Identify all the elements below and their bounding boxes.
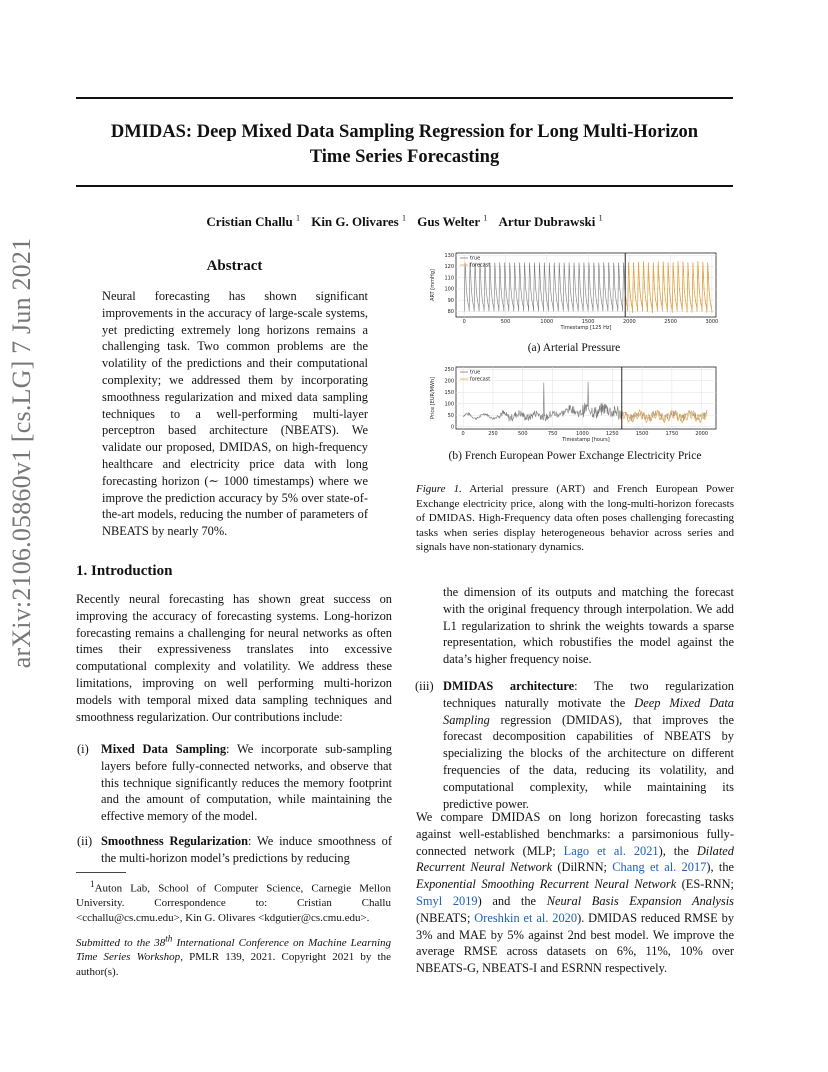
x-tick-label: 2500: [664, 319, 677, 325]
list-item-3: (iii) DMIDAS architecture: The two regularization techniques naturally motivate the Deep Mixed Data Sampling regression (DMIDAS), that improves the forecast decomposition capabilities of NBEATS by specializing the blocks of the architecture on different frequencies of the data, reducing its volatility, and computational complexity, while maintaining its predictive power.: [415, 679, 734, 811]
x-tick-label: 0: [462, 319, 466, 325]
citation-link[interactable]: Smyl 2019: [416, 893, 478, 908]
paper-title: [76, 120, 733, 170]
list-item-2: (ii) Smoothness Regularization: We induce smoothness of the multi-horizon model’s predictions by reducing: [77, 834, 392, 865]
y-axis-label: Price [EUR/MWh]: [430, 376, 436, 420]
x-tick-label: 2000: [622, 319, 636, 325]
x-tick-label: 1250: [605, 431, 619, 437]
list-item-1: (i) Mixed Data Sampling: We incorporate sub-sampling layers before fully-connected networks, and observe that this technique significantly reduces the memory footprint and the amount of computation, while maintaining the effective memory of the model.: [77, 742, 392, 824]
author: Artur Dubrawski $^1$: [498, 214, 603, 230]
citation-link[interactable]: Lago et al. 2021: [563, 843, 659, 858]
x-tick-label: 3000: [705, 319, 719, 325]
x-tick-label: 1500: [581, 319, 595, 325]
y-tick-label: 90: [447, 297, 454, 304]
title-line-1: DMIDAS: Deep Mixed Data Sampling Regression for Long Multi-Horizon: [110, 122, 699, 142]
y-tick-label: 100: [444, 401, 454, 408]
section-heading-introduction: 1. Introduction: [76, 563, 173, 579]
x-tick-label: 2000: [695, 431, 709, 437]
y-axis-label: ART [mmHg]: [430, 269, 436, 301]
x-tick-label: 750: [547, 431, 558, 437]
legend-true-label: true: [470, 369, 481, 376]
x-tick-label: 1500: [635, 431, 649, 437]
x-tick-label: 1000: [576, 431, 589, 437]
x-tick-label: 1000: [540, 319, 554, 325]
citation-link[interactable]: Chang et al. 2017: [612, 860, 707, 875]
y-tick-label: 120: [444, 264, 454, 271]
intro-paragraph: Recently neural forecasting has shown great success on improving the accuracy of forecasting systems. Long-horizon forecasting remains a challenging for neural networks as often times their expressiveness translates into excessive computational complexity and volatility. We address these limitations, improving on well performing multi-horizon models with temporal mixed data sampling techniques and smoothness regularization. Our contributions include:: [76, 592, 392, 724]
subfigure-caption-a: (a) Arterial Pressure: [527, 342, 621, 354]
citation-link[interactable]: Oreshkin et al. 2020: [474, 910, 578, 925]
x-axis-label: Timestamp [125 Hz]: [560, 325, 612, 331]
title-line-2: Time Series Forecasting: [309, 147, 500, 167]
arterial-pressure-chart: [428, 250, 720, 336]
subfigure-caption-b: (b) French European Power Exchange Electricity Price: [448, 450, 702, 462]
comparison-paragraph: We compare DMIDAS on long horizon forecasting tasks against well-established benchmarks: a parsimonious fully-connected network (MLP; Lago et al. 2021), the Dilated Recurrent Neural Network (DilRNN; Chang et al. 2017), the Exponential Smoothing Recurrent Neural Network (ES-RNN; Smyl 2019) and the Neural Basis Expansion Analysis (NBEATS; Oreshkin et al. 2020). DMIDAS reduced RMSE by 3% and MAE by 5% against 2nd best model. We improve the average RMSE across datasets on 6%, 11%, 10% over NBEATS-G, NBEATS-I and ESRNN respectively.: [416, 810, 735, 976]
footnote-affiliation: $^1$Auton Lab, School of Computer Science, Carnegie Mellon University. Correspondence to: Cristian Challu <cchallu@cs.cmu.edu>, Kin G. Olivares <kdgutier@cs.cmu.edu>.: [76, 879, 391, 924]
arxiv-identifier: arXiv:2106.05860v1 [cs.LG] 7 Jun 2021: [7, 237, 36, 669]
figure-caption: Figure 1. Arterial pressure (ART) and French European Power Exchange electricity price, along with the long-multi-horizon forecasts of DMIDAS. High-Frequency data often poses challenging forecasting tasks when series display heterogeneous behavior across series and signals have non-stationary dynamics.: [416, 483, 735, 553]
author-list: [76, 214, 733, 230]
y-tick-label: 110: [444, 275, 454, 282]
legend-forecast-label: forecast: [470, 262, 491, 269]
x-tick-label: 500: [500, 319, 511, 325]
x-tick-label: 0: [461, 431, 465, 437]
top-rule: [76, 97, 733, 99]
legend-true-label: true: [470, 255, 481, 262]
footnote-venue: Submitted to the 38th International Conference on Machine Learning Time Series Workshop, PMLR 139, 2021. Copyright 2021 by the author(s).: [76, 933, 392, 978]
y-tick-label: 100: [444, 286, 454, 293]
author: Gus Welter $^1$: [417, 214, 488, 230]
plot-area: [456, 367, 716, 429]
abstract-text: Neural forecasting has shown significant improvements in the accuracy of large-scale systems, yet predicting extremely long horizons remains a challenging task. Two common problems are the volatility of the predictions and their computational complexity; we addressed them by incorporating smoothness regularization and mixed data sampling techniques to a well-performing multi-layer perceptron based architecture (NBEATS). We validate our proposed, DMIDAS, on high-frequency healthcare and electricity price data with long forecasting horizon (∼ 1000 timestamps) where we improve the prediction accuracy by 5% over state-of-the-art models, reducing the number of parameters of NBEATS by nearly 70%.: [102, 289, 368, 539]
y-tick-label: 50: [447, 412, 454, 419]
y-tick-label: 250: [444, 366, 454, 373]
y-tick-label: 130: [444, 252, 454, 259]
x-tick-label: 500: [518, 431, 528, 437]
y-tick-label: 150: [444, 389, 454, 396]
footnote-rule: [76, 872, 126, 873]
legend-forecast-label: forecast: [470, 376, 491, 383]
y-tick-label: 200: [444, 378, 454, 385]
author: Cristian Challu $^1$: [206, 214, 300, 230]
y-tick-label: 80: [447, 308, 454, 315]
bottom-rule: [76, 185, 733, 187]
y-tick-label: 0: [450, 424, 454, 431]
list-item-2-continued: the dimension of its outputs and matching the forecast with the original frequency through interpolation. We add L1 regularization to shrink the weights towards a sparse representation, which robustifies the model against the data’s higher frequency noise.: [443, 585, 734, 667]
x-tick-label: 250: [488, 431, 498, 437]
x-axis-label: Timestamp [hours]: [562, 437, 610, 443]
author: Kin G. Olivares $^1$: [311, 214, 406, 230]
electricity-price-chart: [428, 364, 720, 446]
abstract-heading: Abstract: [206, 258, 263, 274]
x-tick-label: 1750: [665, 431, 679, 437]
